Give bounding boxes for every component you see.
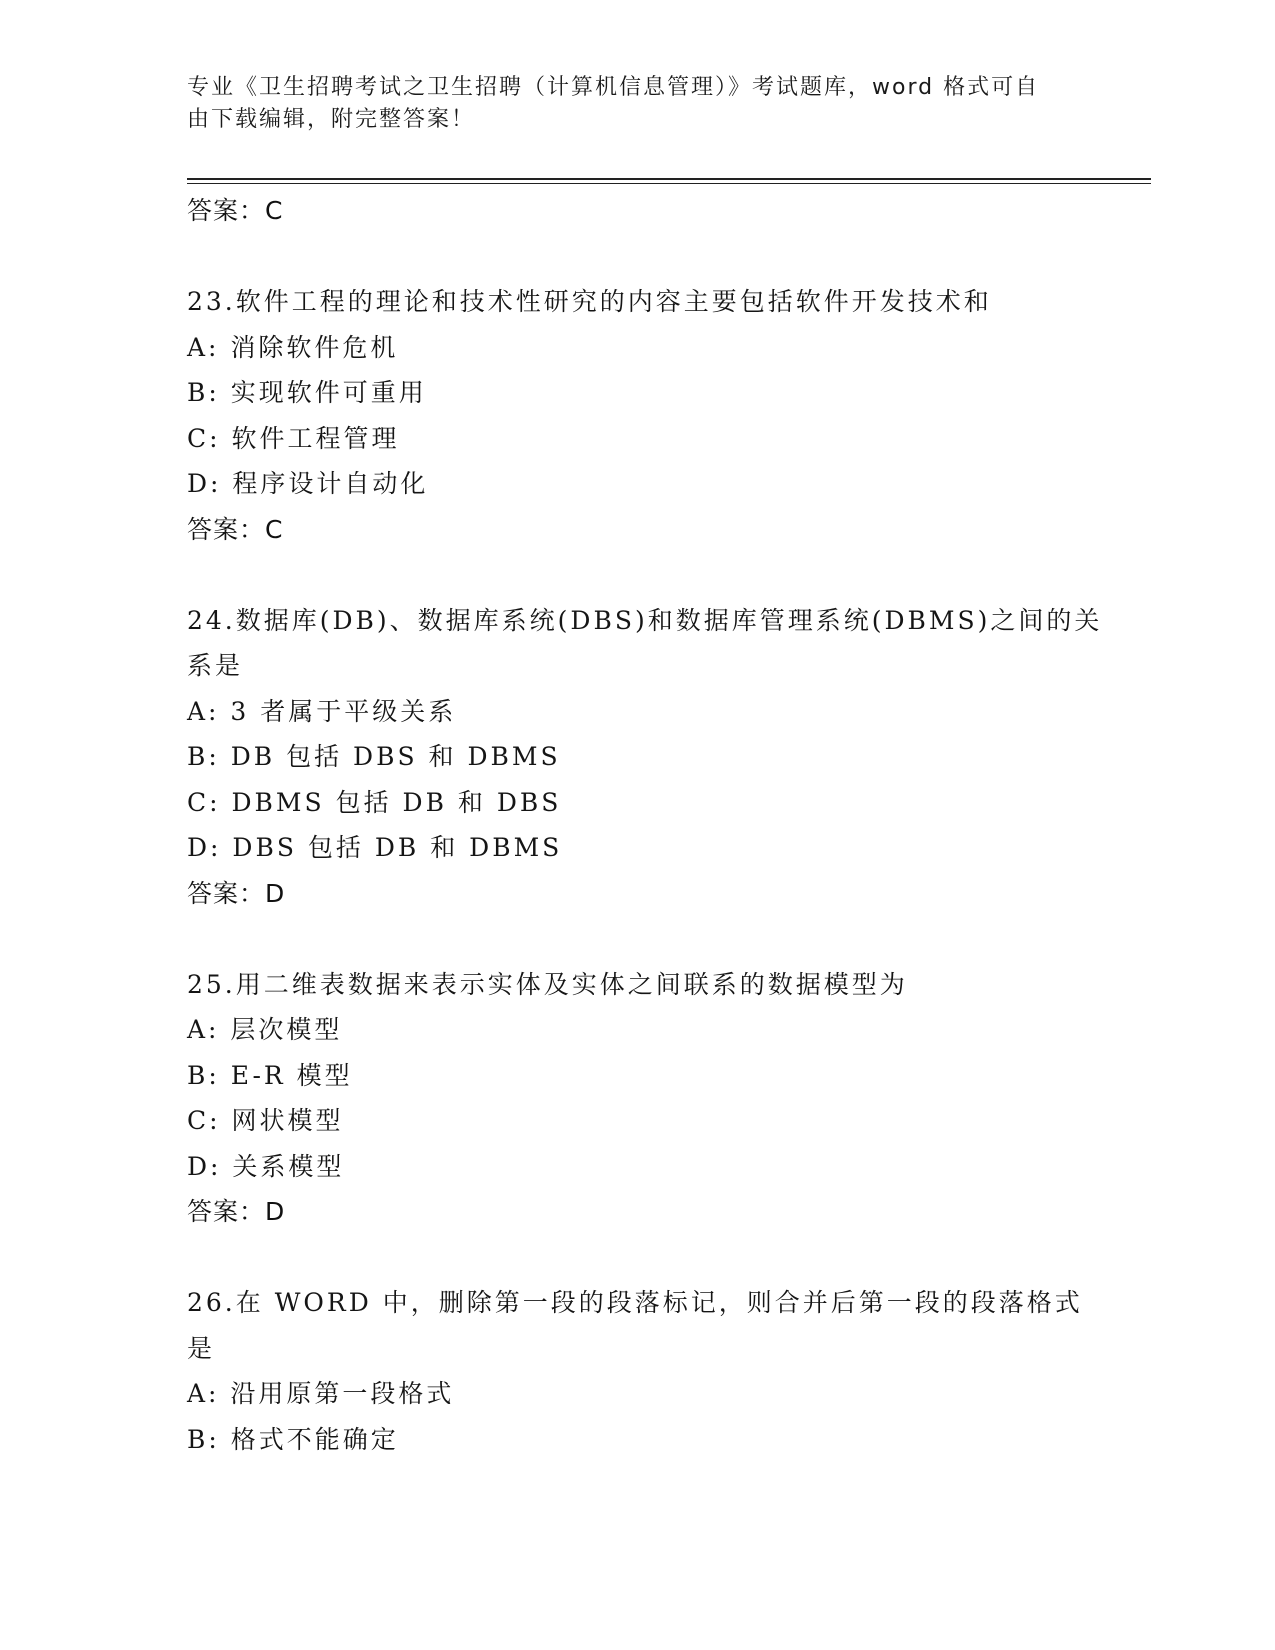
previous-answer: 答案：C [187, 196, 284, 225]
page-header [187, 72, 1087, 136]
spacer [187, 1235, 1067, 1281]
spacer [187, 234, 1067, 280]
option-c: C: 网状模型 [187, 1106, 344, 1135]
option-d: D: DBS 包括 DB 和 DBMS [187, 833, 563, 862]
answer: 答案：D [187, 1197, 286, 1226]
question-stem: 23.软件工程的理论和技术性研究的内容主要包括软件开发技术和 [187, 287, 992, 316]
header-rule-thin [187, 183, 1151, 184]
option-a: A: 消除软件危机 [187, 332, 399, 362]
header-line-1: 专业《卫生招聘考试之卫生招聘（计算机信息管理）》考试题库，word 格式可自 [187, 75, 1040, 100]
option-d: D: 关系模型 [187, 1151, 345, 1181]
question-stem: 24.数据库(DB)、数据库系统(DBS)和数据库管理系统(DBMS)之间的关 [187, 605, 1103, 635]
question-stem-continued: 是 [187, 1333, 216, 1363]
option-b: B: E-R 模型 [187, 1060, 353, 1090]
question-stem: 26.在 WORD 中，删除第一段的段落标记，则合并后第一段的段落格式 [187, 1288, 1083, 1317]
question-stem-continued: 系是 [187, 651, 244, 680]
spacer [187, 552, 1067, 598]
header-rule-thick [187, 178, 1151, 180]
option-b: B: DB 包括 DBS 和 DBMS [187, 742, 561, 771]
header-line-2: 由下载编辑，附完整答案！ [187, 107, 476, 132]
option-b: B: 格式不能确定 [187, 1424, 399, 1454]
spacer [187, 916, 1067, 962]
answer: 答案：C [187, 514, 284, 544]
option-a: A: 层次模型 [187, 1015, 343, 1044]
question-23 [187, 279, 1067, 552]
option-a: A: 3 者属于平级关系 [187, 696, 457, 726]
question-26 [187, 1280, 1083, 1462]
question-24 [187, 598, 1103, 917]
question-25 [187, 962, 1067, 1235]
option-b: B: 实现软件可重用 [187, 378, 427, 407]
question-stem: 25.用二维表数据来表示实体及实体之间联系的数据模型为 [187, 969, 908, 999]
option-a: A: 沿用原第一段格式 [187, 1379, 455, 1408]
answer: 答案：D [187, 878, 286, 908]
option-d: D: 程序设计自动化 [187, 469, 429, 498]
question-list [187, 188, 1103, 1462]
option-c: C: 软件工程管理 [187, 423, 400, 453]
option-c: C: DBMS 包括 DB 和 DBS [187, 787, 562, 817]
